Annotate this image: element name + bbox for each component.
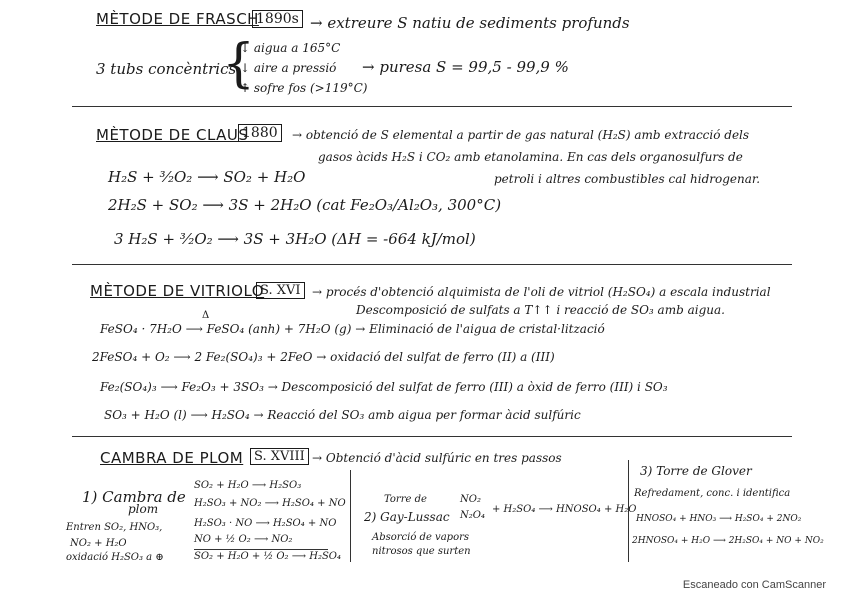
sum-line bbox=[194, 549, 328, 550]
scanner-watermark: Escaneado con CamScanner bbox=[682, 579, 826, 591]
vitriol-era: S. XVI bbox=[256, 282, 305, 299]
glover-reaction-1: HNOSO₄ + HNO₃ ⟶ H₂SO₄ + 2NO₂ bbox=[636, 514, 802, 524]
vitriol-equation-1: FeSO₄ · 7H₂O ⟶ FeSO₄ (anh) + 7H₂O (g) → Eliminació de l'aigua de cristal·lització bbox=[100, 322, 605, 336]
plom-reaction-4: NO + ½ O₂ ⟶ NO₂ bbox=[194, 534, 293, 545]
vitriol-description-2: Descomposició de sulfats a T↑↑ i reacció de SO₃ amb aigua. bbox=[356, 303, 725, 317]
vitriol-equation-3: Fe₂(SO₄)₃ ⟶ Fe₂O₃ + 3SO₃ → Descomposició del sulfat de ferro (III) a òxid de ferro (III) i SO₃ bbox=[100, 380, 668, 394]
step-3-description: Refredament, conc. i identifica bbox=[634, 488, 791, 499]
claus-description-1: → obtenció de S elemental a partir de gas natural (H₂S) amb extracció dels bbox=[292, 128, 750, 142]
column-divider bbox=[628, 460, 629, 562]
frasch-tube-3: ↑ sofre fos (>119°C) bbox=[240, 81, 368, 95]
plom-description: → Obtenció d'àcid sulfúric en tres passos bbox=[312, 451, 562, 465]
gay-lussac-reactant-b: N₂O₄ bbox=[460, 510, 485, 521]
step-1-input-1: Entren SO₂, HNO₃, bbox=[66, 522, 163, 533]
section-divider bbox=[72, 436, 792, 437]
section-divider bbox=[72, 106, 792, 107]
frasch-tube-2: ↓ aire a pressió bbox=[240, 61, 337, 75]
claus-title: MÈTODE DE CLAUS bbox=[96, 126, 249, 144]
step-1-label: 1) Cambra de bbox=[82, 488, 186, 506]
step-3-label: 3) Torre de Glover bbox=[640, 464, 752, 478]
step-2-label-cont: 2) Gay-Lussac bbox=[364, 510, 450, 524]
step-1-label-cont: plom bbox=[128, 502, 159, 516]
frasch-description: → extreure S natiu de sediments profunds bbox=[310, 14, 630, 32]
claus-equation-1: H₂S + ³⁄₂O₂ ⟶ SO₂ + H₂O bbox=[108, 168, 306, 186]
step-1-input-3: oxidació H₂SO₃ a ⊕ bbox=[66, 552, 164, 563]
gay-lussac-reactant-a: NO₂ bbox=[460, 494, 481, 505]
claus-equation-2: 2H₂S + SO₂ ⟶ 3S + 2H₂O (cat Fe₂O₃/Al₂O₃, 300°C) bbox=[108, 196, 502, 214]
frasch-year: 1890s bbox=[252, 10, 303, 28]
plom-reaction-5: SO₂ + H₂O + ½ O₂ ⟶ H₂SO₄ bbox=[194, 551, 342, 562]
plom-reaction-1: SO₂ + H₂O ⟶ H₂SO₃ bbox=[194, 480, 302, 491]
glover-reaction-2: 2HNOSO₄ + H₂O ⟶ 2H₂SO₄ + NO + NO₂ bbox=[632, 536, 824, 546]
frasch-tube-1: ↓ aigua a 165°C bbox=[240, 41, 341, 55]
claus-description-3: petroli i altres combustibles cal hidrogenar. bbox=[494, 172, 761, 186]
claus-equation-3: 3 H₂S + ³⁄₂O₂ ⟶ 3S + 3H₂O (ΔH = -664 kJ/mol) bbox=[114, 230, 476, 248]
vitriol-title: MÈTODE DE VITRIOLO bbox=[90, 282, 265, 300]
gay-lussac-reaction: + H₂SO₄ ⟶ HNOSO₄ + H₂O bbox=[492, 504, 637, 515]
column-divider bbox=[350, 470, 351, 562]
vitriol-description-1: → procés d'obtenció alquimista de l'oli de vitriol (H₂SO₄) a escala industrial bbox=[312, 285, 771, 299]
claus-year: 1880 bbox=[238, 124, 282, 142]
plom-reaction-2: H₂SO₃ + NO₂ ⟶ H₂SO₄ + NO bbox=[194, 498, 346, 509]
step-2-absorption-1: Absorció de vapors bbox=[372, 532, 469, 543]
frasch-tubes: 3 tubs concèntrics bbox=[96, 60, 237, 78]
frasch-purity: → puresa S = 99,5 - 99,9 % bbox=[362, 58, 569, 76]
plom-title: CAMBRA DE PLOM bbox=[100, 449, 244, 467]
frasch-title: MÈTODE DE FRASCH bbox=[96, 10, 259, 28]
curly-brace-icon: { bbox=[222, 34, 256, 94]
vitriol-equation-4: SO₃ + H₂O (l) ⟶ H₂SO₄ → Reacció del SO₃ amb aigua per formar àcid sulfúric bbox=[104, 408, 581, 422]
step-2-label: Torre de bbox=[384, 494, 427, 505]
vitriol-equation-2: 2FeSO₄ + O₂ ⟶ 2 Fe₂(SO₄)₃ + 2FeO → oxidació del sulfat de ferro (II) a (III) bbox=[92, 350, 555, 364]
claus-description-2: gasos àcids H₂S i CO₂ amb etanolamina. En cas dels organosulfurs de bbox=[318, 150, 743, 164]
step-2-absorption-2: nitrosos que surten bbox=[372, 546, 471, 557]
plom-reaction-3: H₂SO₃ · NO ⟶ H₂SO₄ + NO bbox=[194, 518, 337, 529]
step-1-input-2: NO₂ + H₂O bbox=[70, 538, 127, 549]
section-divider bbox=[72, 264, 792, 265]
plom-era: S. XVIII bbox=[250, 448, 309, 465]
heat-delta: Δ bbox=[202, 310, 210, 321]
